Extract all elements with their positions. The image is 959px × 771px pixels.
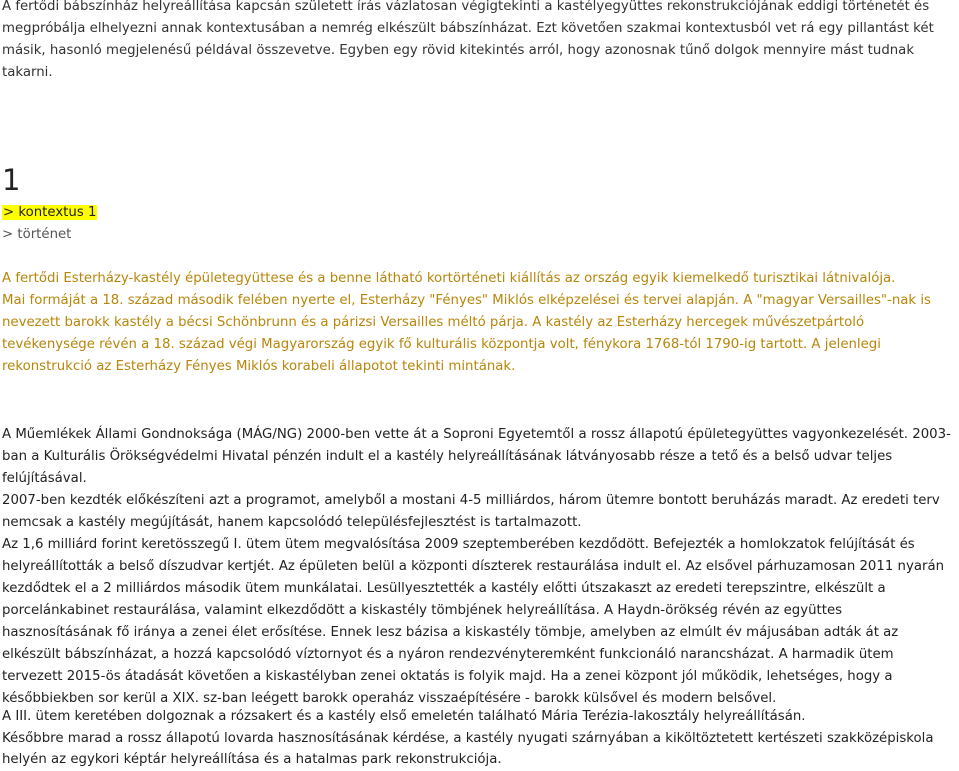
body-line: elkészült bábszínházat, a hozzá kapcsolódó víztornyot és a nyáron rendezvényteremként funkcionáló narancsházat. A harmadik ütem bbox=[2, 647, 894, 662]
section-number: 1 bbox=[2, 163, 21, 197]
summary-line: Mai formáját a 18. század második felében nyerte el, Esterházy "Fényes" Miklós elképzelései és tervei alapján. A "magyar Versailles"-nak is bbox=[2, 293, 931, 308]
context-link[interactable]: > kontextus 1 bbox=[3, 205, 97, 220]
intro-line: takarni. bbox=[2, 65, 53, 80]
body-line: A III. ütem keretében dolgoznak a rózsakert és a kastély első emeletén található Mária Terézia-lakosztály helyreállításán. bbox=[2, 709, 806, 724]
intro-line: A fertődi bábszínház helyreállítása kapcsán született írás vázlatosan végigtekinti a kastélyegyüttes rekonstrukciójának eddigi történetét és bbox=[2, 0, 930, 14]
summary-line: nevezett barokk kastély a bécsi Schönbrunn és a párizsi Versailles méltó párja. A kastély az Esterházy hercegek művészetpártoló bbox=[2, 315, 865, 330]
body-line: 2007-ben kezdték előkészíteni azt a programot, amelyből a mostani 4-5 milliárdos, három ütemre bontott beruházás maradt. Az eredeti terv bbox=[2, 493, 940, 508]
body-line: nemcsak a kastély megújítását, hanem kapcsolódó településfejlesztést is tartalmazott. bbox=[2, 515, 582, 530]
body-line: felújításával. bbox=[2, 471, 87, 486]
body-line: későbbiekben sor kerül a XIX. sz-ban leégett barokk operaház visszaépítésére - barokk külsővel és modern belsővel. bbox=[2, 691, 777, 706]
summary-line: tevékenysége révén a 18. század végi Magyarország egyik fő kulturális központja volt, fénykora 1768-tól 1790-ig tartott. A jelenlegi bbox=[2, 337, 881, 352]
intro-line: megpróbálja elhelyezni annak kontextusában a nemrég elkészült bábszínházat. Ezt követően szakmai kontextusból vet rá egy pillantást két bbox=[2, 21, 934, 36]
body-line: Az 1,6 milliárd forint keretösszegű I. ütem ütem megvalósítása 2009 szeptemberében kezdődött. Befejezték a homlokzatok felújítását és bbox=[2, 537, 915, 552]
summary-line: rekonstrukció az Esterházy Fényes Miklós korabeli állapotot tekinti mintának. bbox=[2, 359, 516, 374]
body-line: porcelánkabinet restaurálása, valamint elkezdődött a kiskastély tömbjének helyreállítása. A Haydn-örökség révén az együttes bbox=[2, 603, 843, 618]
body-line: helyén az egykori képtár helyreállítása és a hatalmas park rekonstrukciója. bbox=[2, 752, 502, 767]
body-line: kezdődtek el a 2 milliárdos második ütem munkálatai. Lesüllyesztették a kastély előtti útszakaszt az eredeti terepszintre, elkészült a bbox=[2, 581, 886, 596]
body-line: hasznosításának fő iránya a zenei élet erősítése. Ennek lesz bázisa a kiskastély tömbje, amelyben az elmúlt év májusában adták át az bbox=[2, 625, 899, 640]
history-link[interactable]: > történet bbox=[2, 227, 72, 242]
intro-line: másik, hasonló megjelenésű példával összevetve. Egyben egy rövid kitekintés arról, hogy azonosnak tűnő dolgok mennyire mást tudnak bbox=[2, 43, 915, 58]
body-line: A Műemlékek Állami Gondnoksága (MÁG/NG) 2000-ben vette át a Soproni Egyetemtől a rossz állapotú épületegyüttes vagyonkezelését. 2003- bbox=[2, 427, 951, 442]
body-line: ban a Kulturális Örökségvédelmi Hivatal pénzén indult el a kastély helyreállításának látványosabb része a tető és a belső udvar teljes bbox=[2, 449, 893, 464]
body-line: tervezett 2015-ös átadását követően a kiskastélyban zenei oktatás is folyik majd. Ha a zenei központ jól működik, lehetséges, hogy a bbox=[2, 669, 893, 684]
summary-line: A fertődi Esterházy-kastély épületegyüttese és a benne látható kortörténeti kiállítás az ország egyik kiemelkedő turisztikai látnivalója. bbox=[2, 271, 896, 286]
context-link-row bbox=[2, 202, 97, 224]
body-line: helyreállították a belső díszudvar kertjét. Az épületen belül a központi díszterek restaurálása indult el. Az elsővel párhuzamosan 2011 nyarán bbox=[2, 559, 945, 574]
body-line: Későbbre marad a rossz állapotú lovarda hasznosításának kérdése, a kastély nyugati szárnyában a kiköltöztetett kertészeti szakközépiskola bbox=[2, 731, 934, 746]
